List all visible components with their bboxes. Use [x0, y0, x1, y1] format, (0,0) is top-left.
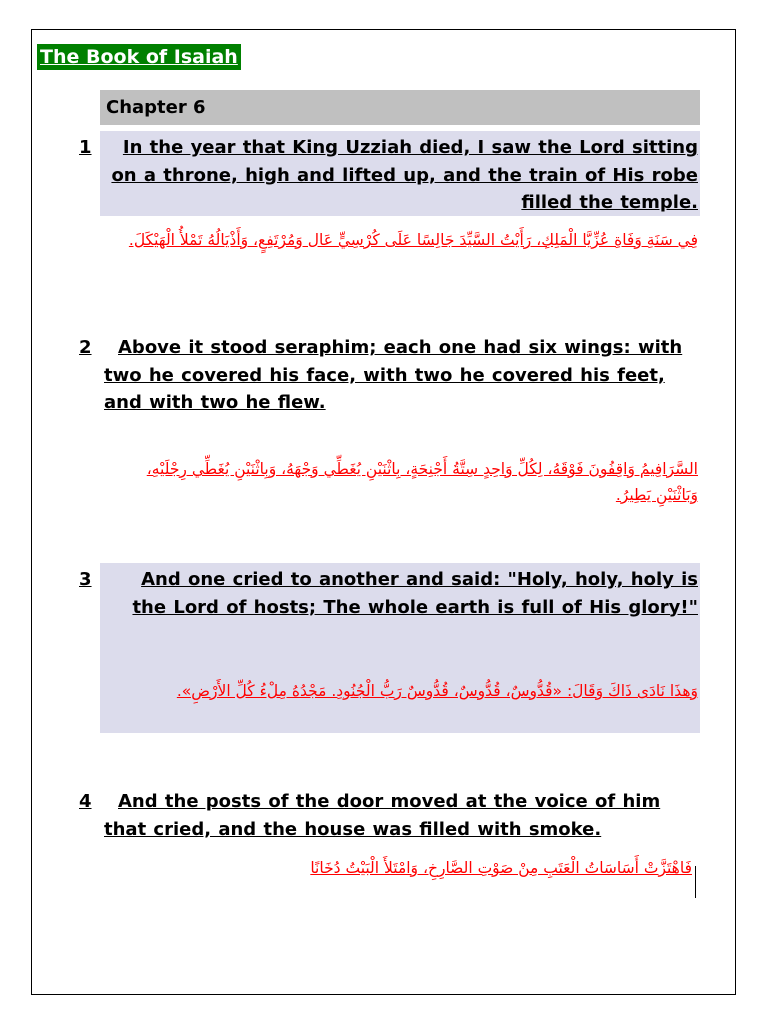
verse-3-arabic: وَهذَا نَادَى ذَاكَ وَقَالَ: «قُدُّوسٌ، قُدُّوسٌ، قُدُّوسٌ رَبُّ الْجُنُودِ. مَجْدُهُ مِلْءُ كُلِّ الأَرْضِ». [176, 682, 698, 700]
book-title: The Book of Isaiah [37, 44, 241, 70]
verse-2-english: Above it stood seraphim; each one had six wings: with two he covered his face, with two he covered his feet, and with two he flew. [104, 337, 683, 413]
verse-1-arabic: فِي سَنَةِ وَفَاةِ عُزِّيَّا الْمَلِكِ، رَأَيْتُ السَّيِّدَ جَالِسًا عَلَى كُرْسِيٍّ عَال وَمُرْتَفِعٍ، وَأَذْيَالُهُ تَمْلأُ الْهَيْكَلَ. [128, 231, 698, 249]
verse-number: 4 [79, 791, 92, 812]
verse-4-english: And the posts of the door moved at the voice of him that cried, and the house was filled with smoke. [104, 791, 661, 840]
verse-1-english: In the year that King Uzziah died, I saw the Lord sitting on a throne, high and lifted up, and the train of His robe filled the temple. [111, 137, 698, 213]
verse-3-english: And one cried to another and said: "Holy, holy, holy is the Lord of hosts; The whole earth is full of His glory!" [132, 569, 698, 618]
verse-4-arabic: فَاهْتَزَّتْ أَسَاسَاتُ الْعَتَبِ مِنْ صَوْتِ الصَّارِخِ، وَامْتَلأَ الْبَيْتُ دُخَانًا [310, 859, 692, 877]
text-cursor-line [695, 866, 696, 898]
chapter-heading: Chapter 6 [100, 90, 700, 125]
verse-2-arabic: السَّرَافِيمُ وَاقِفُونَ فَوْقَهُ، لِكُلِّ وَاحِدٍ سِتَّةُ أَجْنِحَةٍ، بِاثْنَيْنِ يُغَطِّي وَجْهَهُ، وَبِاثْنَيْنِ يُغَطِّي رِجْلَيْهِ، وَبَاثْنَيْنِ يَطِيرُ. [146, 460, 698, 504]
verse-number: 1 [79, 137, 92, 158]
verse-number: 3 [79, 569, 92, 590]
verse-number: 2 [79, 337, 92, 358]
